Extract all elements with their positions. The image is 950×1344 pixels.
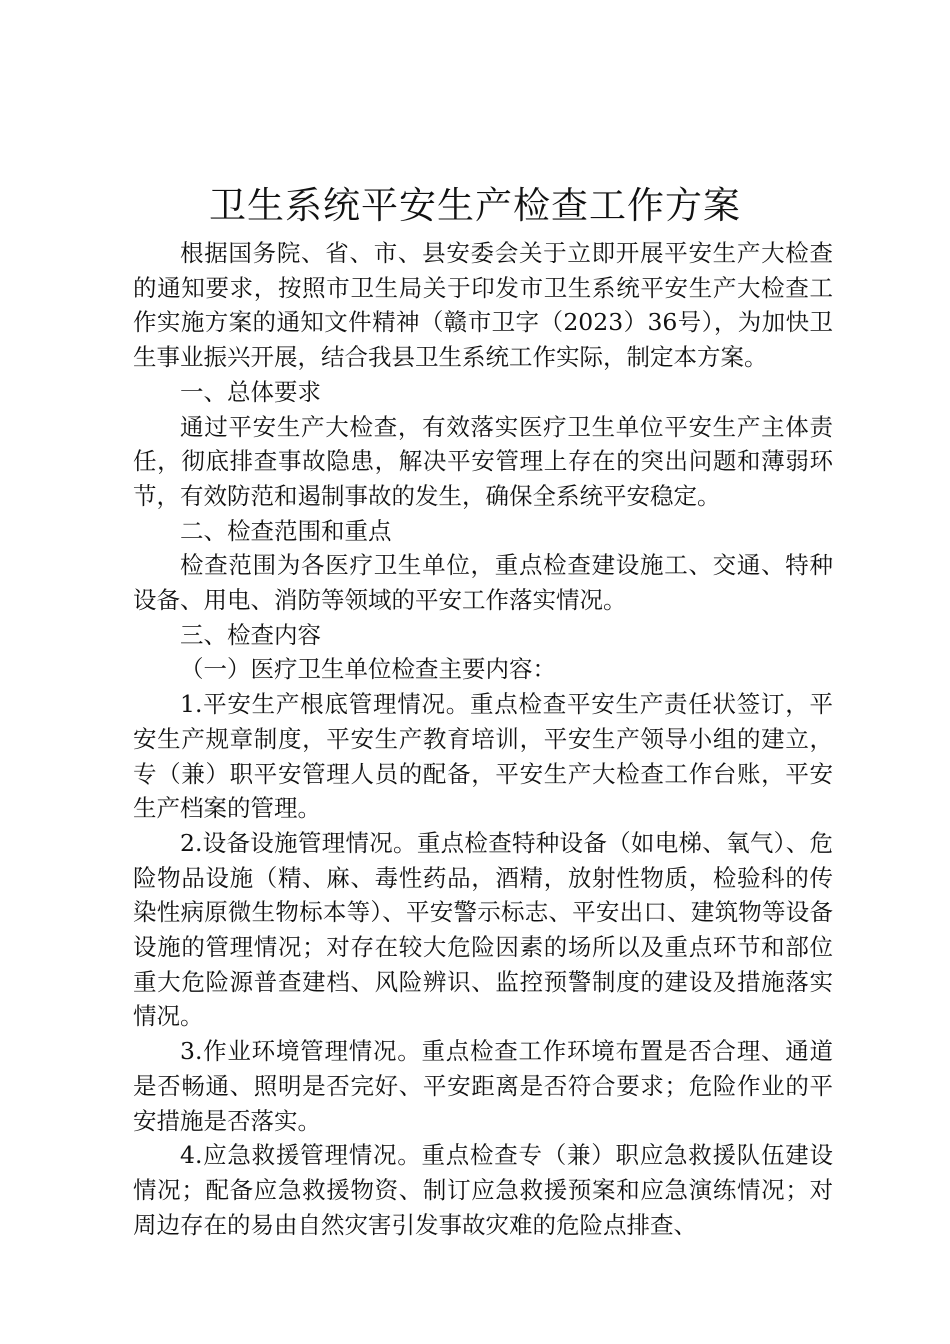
document-title: 卫生系统平安生产检查工作方案: [209, 184, 741, 227]
paragraph-general-requirements: 通过平安生产大检查，有效落实医疗卫生单位平安生产主体责任，彻底排查事故隐患，解决平安管理上存在的突出问题和薄弱环节，有效防范和遏制事故的发生，确保全系统平安稳定。: [133, 412, 833, 510]
heading-scope: 二、检查范围和重点: [180, 516, 392, 545]
subheading-medical-units: （一）医疗卫生单位检查主要内容：: [180, 655, 556, 684]
document-body: [133, 236, 833, 1242]
heading-content: 三、检查内容: [180, 620, 321, 649]
item-1-basic-management: 1.平安生产根底管理情况。重点检查平安生产责任状签订，平安生产规章制度，平安生产教育培训，平安生产领导小组的建立，专（兼）职平安管理人员的配备，平安生产大检查工作台账，平安生产档案的管理。: [133, 690, 833, 823]
item-4-emergency-management: 4.应急救援管理情况。重点检查专（兼）职应急救援队伍建设情况；配备应急救援物资、制订应急救援预案和应急演练情况；对周边存在的易由自然灾害引发事故灾难的危险点排查、: [133, 1141, 833, 1239]
item-2-equipment-management: 2.设备设施管理情况。重点检查特种设备（如电梯、氧气）、危险物品设施（精、麻、毒性药品，酒精，放射性物质，检验科的传染性病原微生物标本等）、平安警示标志、平安出口、建筑物等设备设施的管理情况；对存在较大危险因素的场所以及重点环节和部位重大危险源普查建档、风险辨识、监控预警制度的建设及措施落实情况。: [133, 828, 833, 1031]
heading-general-requirements: 一、总体要求: [180, 377, 321, 406]
paragraph-intro: 根据国务院、省、市、县安委会关于立即开展平安生产大检查的通知要求，按照市卫生局关于印发市卫生系统平安生产大检查工作实施方案的通知文件精神（赣市卫字（2023）36号），为加快卫生事业振兴开展，结合我县卫生系统工作实际，制定本方案。: [133, 239, 833, 372]
item-3-environment-management: 3.作业环境管理情况。重点检查工作环境布置是否合理、通道是否畅通、照明是否完好、平安距离是否符合要求；危险作业的平安措施是否落实。: [133, 1037, 833, 1135]
paragraph-scope: 检查范围为各医疗卫生单位，重点检查建设施工、交通、特种设备、用电、消防等领域的平安工作落实情况。: [133, 551, 833, 615]
